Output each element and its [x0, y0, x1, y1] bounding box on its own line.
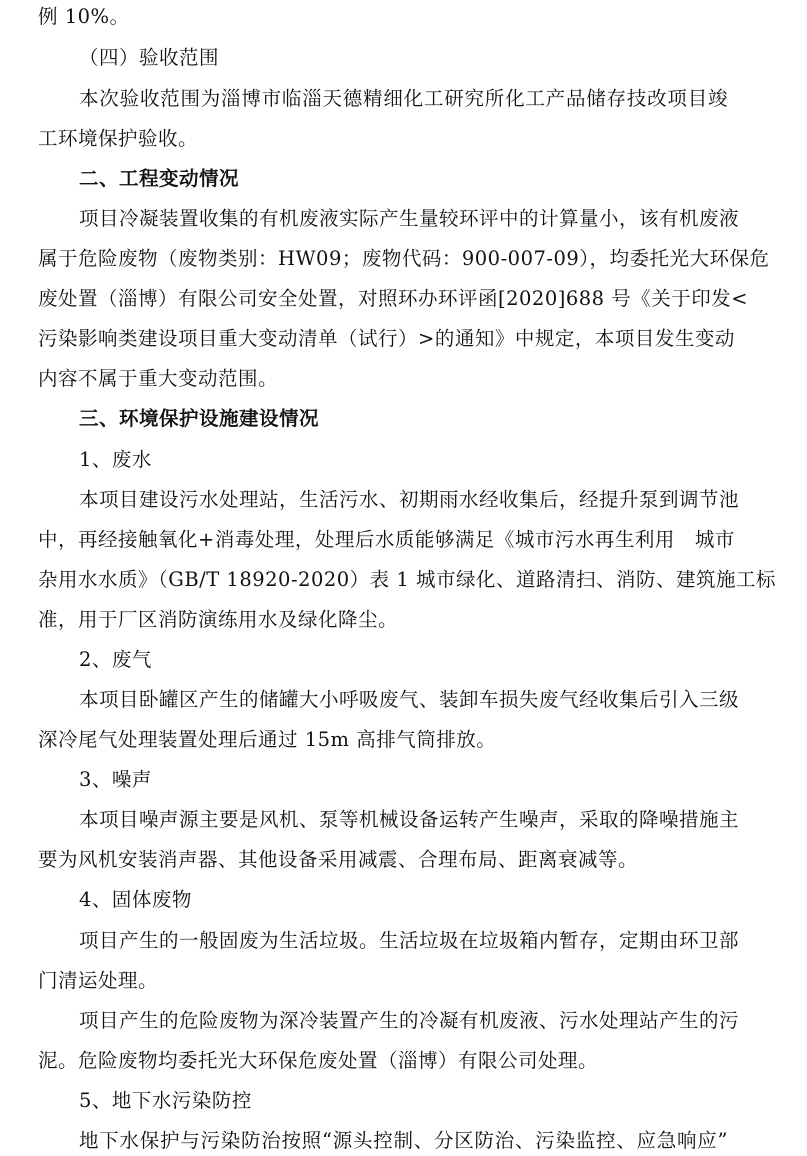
paragraph-line: 本项目卧罐区产生的储罐大小呼吸废气、装卸车损失废气经收集后引入三级 [79, 688, 740, 711]
paragraph-line: 要为风机安装消声器、其他设备采用减震、合理布局、距离衰减等。 [38, 848, 639, 871]
subsection-heading: 5、地下水污染防控 [79, 1089, 252, 1112]
subsection-heading: 1、废水 [79, 448, 152, 471]
paragraph-line: 项目产生的一般固废为生活垃圾。生活垃圾在垃圾箱内暂存，定期由环卫部 [79, 929, 740, 952]
section-heading: 三、环境保护设施建设情况 [79, 407, 320, 430]
paragraph-line: 内容不属于重大变动范围。 [38, 367, 279, 390]
paragraph-line: 项目产生的危险废物为深冷装置产生的冷凝有机废液、污水处理站产生的污 [79, 1009, 740, 1032]
paragraph-line: 本项目建设污水处理站，生活污水、初期雨水经收集后，经提升泵到调节池 [79, 488, 740, 511]
subsection-heading: 2、废气 [79, 648, 152, 671]
subsection-heading: （四）验收范围 [79, 46, 220, 69]
paragraph-line: 地下水保护与污染防治按照“源头控制、分区防治、污染监控、应急响应” [79, 1129, 728, 1152]
subsection-heading: 3、噪声 [79, 768, 152, 791]
paragraph-line: 本项目噪声源主要是风机、泵等机械设备运转产生噪声，采取的降噪措施主 [79, 808, 740, 831]
paragraph-line: 泥。危险废物均委托光大环保危废处置（淄博）有限公司处理。 [38, 1049, 599, 1072]
paragraph-line: 工环境保护验收。 [38, 127, 199, 150]
paragraph-line: 准，用于厂区消防演练用水及绿化降尘。 [38, 608, 399, 631]
paragraph-line: 门清运处理。 [38, 969, 159, 992]
subsection-heading: 4、固体废物 [79, 888, 192, 911]
paragraph-line: 杂用水水质》（GB/T 18920-2020）表 1 城市绿化、道路清扫、消防、建筑施工标 [38, 568, 776, 591]
text-line: 例 10%。 [38, 5, 130, 28]
paragraph-line: 属于危险废物（废物类别：HW09；废物代码：900-007-09），均委托光大环保危 [38, 247, 770, 270]
paragraph-line: 污染影响类建设项目重大变动清单（试行）>的通知》中规定，本项目发生变动 [38, 327, 735, 350]
paragraph-line: 项目冷凝装置收集的有机废液实际产生量较环评中的计算量小，该有机废液 [79, 207, 740, 230]
paragraph-line: 本次验收范围为淄博市临淄天德精细化工研究所化工产品储存技改项目竣 [79, 87, 728, 110]
paragraph-line: 中，再经接触氧化+消毒处理，处理后水质能够满足《城市污水再生利用 城市 [38, 528, 735, 551]
paragraph-line: 废处置（淄博）有限公司安全处置，对照环办环评函[2020]688 号《关于印发< [38, 287, 749, 310]
section-heading: 二、工程变动情况 [79, 167, 240, 190]
paragraph-line: 深冷尾气处理装置处理后通过 15m 高排气筒排放。 [38, 728, 497, 751]
